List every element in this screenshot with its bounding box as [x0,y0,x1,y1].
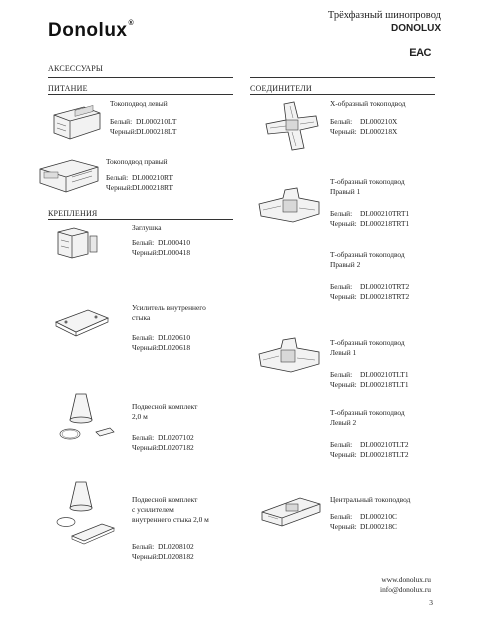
left-feed-white-code: Белый: DL000210LT [110,117,177,126]
end-cap-image [52,224,102,260]
t-connector-right-1-white-code: Белый: DL000210TRT1 [330,209,410,218]
t-connector-left-2-black-code: Черный: DL000218TLT2 [330,450,409,459]
logo-registered-mark: ® [128,20,135,27]
t-connector-left-1-black-code: Черный: DL000218TLT1 [330,380,409,389]
t-connector-left-2-name: Т-образный токоподвод Левый 2 [330,408,405,427]
center-feed-white-code: Белый: DL000210C [330,512,397,521]
section-divider-left [48,77,233,78]
x-connector-white-code: Белый: DL000210X [330,117,398,126]
t-connector-right-2-white-code: Белый: DL000210TRT2 [330,282,410,291]
suspension-kit-reinforcer-white-code: Белый: DL0208102 [132,542,194,551]
footer-email: info@donolux.ru [380,585,431,594]
left-feed-black-code: Черный:DL000218LT [110,127,177,136]
page-number: 3 [429,598,433,607]
t-connector-left-1-image [255,336,323,386]
joint-reinforcer-name: Усилитель внутреннего стыка [132,303,206,322]
heading-connectors: СОЕДИНИТЕЛИ [250,84,312,93]
joint-reinforcer-black-code: Черный:DL020618 [132,343,191,352]
center-feed-image [258,490,324,534]
connectors-divider [250,94,435,95]
right-feed-image [36,155,104,197]
section-title: АКСЕССУАРЫ [48,64,104,73]
power-divider [48,94,233,95]
heading-mounts: КРЕПЛЕНИЯ [48,209,98,218]
x-connector-black-code: Черный: DL000218X [330,127,398,136]
right-feed-name: Токоподвод правый [106,157,168,166]
end-cap-white-code: Белый: DL000410 [132,238,191,247]
left-feed-image [50,103,105,143]
t-connector-right-2-black-code: Черный: DL000218TRT2 [330,292,410,301]
suspension-kit-reinforcer-name: Подвесной комплект с усилителем внутреннего стыка 2,0 м [132,495,209,524]
section-divider-right [250,77,435,78]
t-connector-left-2-white-code: Белый: DL000210TLT2 [330,440,409,449]
heading-power: ПИТАНИЕ [48,84,88,93]
t-connector-right-1-name: Т-образный токоподвод Правый 1 [330,177,405,196]
x-connector-image [262,100,322,152]
suspension-kit-white-code: Белый: DL0207102 [132,433,194,442]
joint-reinforcer-image [52,304,112,346]
mounts-divider [48,219,233,220]
t-connector-left-1-name: Т-образный токоподвод Левый 1 [330,338,405,357]
center-feed-black-code: Черный: DL000218C [330,522,397,531]
suspension-kit-reinforcer-image [52,478,118,550]
t-connector-right-1-black-code: Черный: DL000218TRT1 [330,219,410,228]
t-connector-left-1-white-code: Белый: DL000210TLT1 [330,370,409,379]
end-cap-name: Заглушка [132,223,162,232]
right-feed-black-code: Черный:DL000218RT [106,183,174,192]
brand-logo [48,20,134,42]
logo-text: Donolux [48,20,128,41]
t-connector-right-1-image [255,186,323,236]
x-connector-name: Х-образный токоподвод [330,99,406,108]
left-feed-name: Токоподвод левый [110,99,168,108]
page-title: Трёхфазный шинопровод [327,10,441,21]
suspension-kit-reinforcer-black-code: Черный:DL0208182 [132,552,194,561]
eac-certification-mark: EAC [409,47,431,59]
right-feed-white-code: Белый: DL000210RT [106,173,174,182]
brand-name: DONOLUX [391,23,441,34]
suspension-kit-image [52,388,120,450]
t-connector-right-2-name: Т-образный токоподвод Правый 2 [330,250,405,269]
joint-reinforcer-white-code: Белый: DL020610 [132,333,191,342]
suspension-kit-black-code: Черный:DL0207182 [132,443,194,452]
footer-website: www.donolux.ru [381,575,431,584]
end-cap-black-code: Черный:DL000418 [132,248,191,257]
center-feed-name: Центральный токоподвод [330,495,411,504]
suspension-kit-name: Подвесной комплект 2,0 м [132,402,198,421]
